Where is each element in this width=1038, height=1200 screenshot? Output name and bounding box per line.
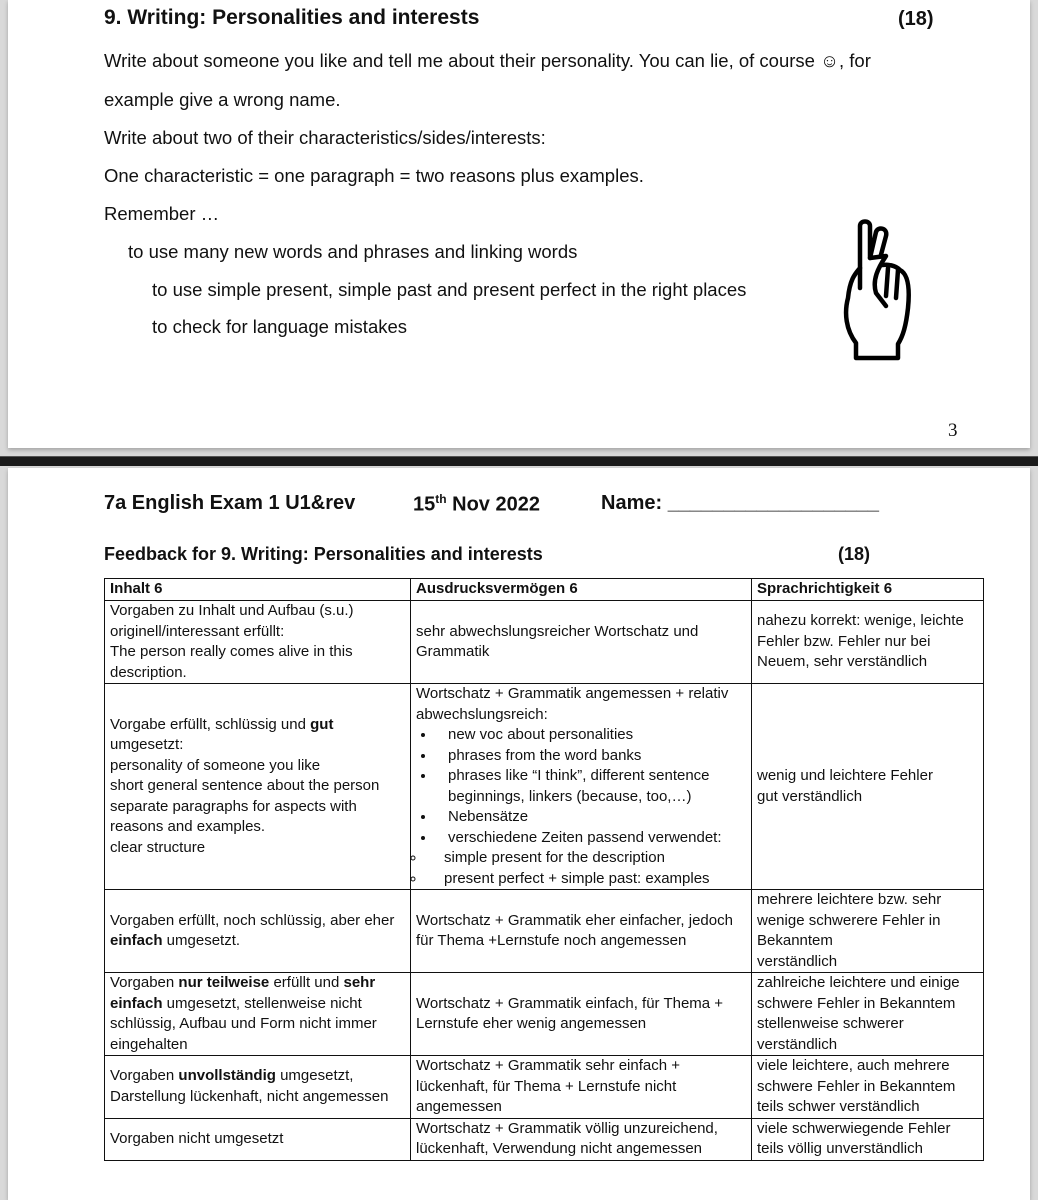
table-header-row (105, 579, 984, 601)
cell-inhalt: Vorgaben nur teilweise erfüllt und sehr einfach umgesetzt, stellenweise nicht schlüssig, Aufbau und Form nicht immer eingehalten (105, 973, 411, 1056)
exam-title: 7a English Exam 1 U1&rev (104, 492, 356, 514)
cell-sprache: wenig und leichtere Fehler gut verständlich (752, 684, 984, 890)
exam-date: 15th Nov 2022 (413, 492, 540, 516)
table-row (105, 973, 984, 1056)
cell-sprache: nahezu korrekt: wenige, leichte Fehler bzw. Fehler nur bei Neuem, sehr verständlich (752, 601, 984, 684)
remember-label: Remember … (104, 203, 220, 224)
table-row (105, 890, 984, 973)
bullet-item: • verschiedene Zeiten passend verwendet: (436, 828, 746, 849)
cell-ausdruck: Wortschatz + Grammatik völlig unzureichend, lückenhaft, Verwendung nicht angemessen (411, 1118, 752, 1160)
cell-inhalt: Vorgaben nicht umgesetzt (105, 1118, 411, 1160)
reminder-item: to use simple present, simple past and present perfect in the right places (152, 279, 747, 300)
cell-sprache: viele leichtere, auch mehrere schwere Fehler in Bekanntem teils schwer verständlich (752, 1056, 984, 1119)
bullet-item: • Nebensätze (436, 807, 746, 828)
header-inhalt: Inhalt 6 (105, 579, 411, 601)
page-number: 3 (948, 420, 958, 441)
sub-bullet-list (416, 848, 746, 889)
table-row (105, 601, 984, 684)
cell-inhalt: Vorgaben zu Inhalt und Aufbau (s.u.) originell/interessant erfüllt: The person really comes alive in this description. (105, 601, 411, 684)
cell-inhalt: Vorgaben unvollständig umgesetzt, Darstellung lückenhaft, nicht angemessen (105, 1056, 411, 1119)
bullet-item: • new voc about personalities (436, 725, 746, 746)
crossed-fingers-icon (838, 218, 918, 368)
bullet-item: • phrases from the word banks (436, 746, 746, 767)
task-title: 9. Writing: Personalities and interests (104, 6, 480, 29)
feedback-points: (18) (838, 544, 871, 564)
instruction-line-4: One characteristic = one paragraph = two reasons plus examples. (104, 165, 644, 186)
feedback-rubric-table (104, 578, 984, 1161)
cell-ausdruck: Wortschatz + Grammatik sehr einfach + lückenhaft, für Thema + Lernstufe nicht angemessen (411, 1056, 752, 1119)
page-divider (0, 456, 1038, 466)
exam-page-3 (8, 0, 1030, 448)
header-sprachrichtigkeit: Sprachrichtigkeit 6 (752, 579, 984, 601)
table-row (105, 1118, 984, 1160)
reminder-item: to check for language mistakes (152, 316, 408, 337)
feedback-page (8, 468, 1030, 1200)
intro-line-2: example give a wrong name. (104, 89, 341, 110)
sub-bullet-item: ◦ simple present for the description (426, 848, 746, 869)
cell-ausdruck: sehr abwechslungsreicher Wortschatz und Grammatik (411, 601, 752, 684)
instruction-line-3: Write about two of their characteristics/sides/interests: (104, 127, 546, 148)
cell-inhalt: Vorgaben erfüllt, noch schlüssig, aber eher einfach umgesetzt. (105, 890, 411, 973)
cell-ausdruck: Wortschatz + Grammatik einfach, für Thema + Lernstufe eher wenig angemessen (411, 973, 752, 1056)
name-field[interactable]: Name: ___________________ (601, 492, 880, 514)
cell-inhalt: Vorgabe erfüllt, schlüssig und gut umgesetzt: personality of someone you like short general sentence about the person separate paragraphs for aspects with reasons and examples. clear structure (105, 684, 411, 890)
bullet-item: • phrases like “I think”, different sentence beginnings, linkers (because, too,…) (436, 766, 746, 807)
cell-ausdruck: Wortschatz + Grammatik eher einfacher, jedoch für Thema +Lernstufe noch angemessen (411, 890, 752, 973)
table-row (105, 684, 984, 890)
feedback-title: Feedback for 9. Writing: Personalities and interests (104, 544, 543, 564)
cell-sprache: mehrere leichtere bzw. sehr wenige schwerere Fehler in Bekanntem verständlich (752, 890, 984, 973)
cell-sprache: zahlreiche leichtere und einige schwere Fehler in Bekanntem stellenweise schwerer verständlich (752, 973, 984, 1056)
table-row (105, 1056, 984, 1119)
task-points: (18) (898, 8, 934, 30)
header-ausdrucksvermoegen: Ausdrucksvermögen 6 (411, 579, 752, 601)
sub-bullet-item: ◦ present perfect + simple past: examples (426, 869, 746, 890)
cell-sprache: viele schwerwiegende Fehler teils völlig unverständlich (752, 1118, 984, 1160)
bullet-list (416, 725, 746, 848)
cell-ausdruck: Wortschatz + Grammatik angemessen + relativ abwechslungsreich: • new voc about personalities • phrases from the word banks • phrases like “I think”, different sentence beginnings, linkers (because, too,…) • Nebensätze • verschiedene Zeiten passend verwendet: ◦ simple present for the description ◦ present perfect + simple past: examples (411, 684, 752, 890)
intro-line-1: Write about someone you like and tell me about their personality. You can lie, of course ☺, for (104, 50, 871, 71)
reminder-item: to use many new words and phrases and linking words (128, 241, 578, 262)
